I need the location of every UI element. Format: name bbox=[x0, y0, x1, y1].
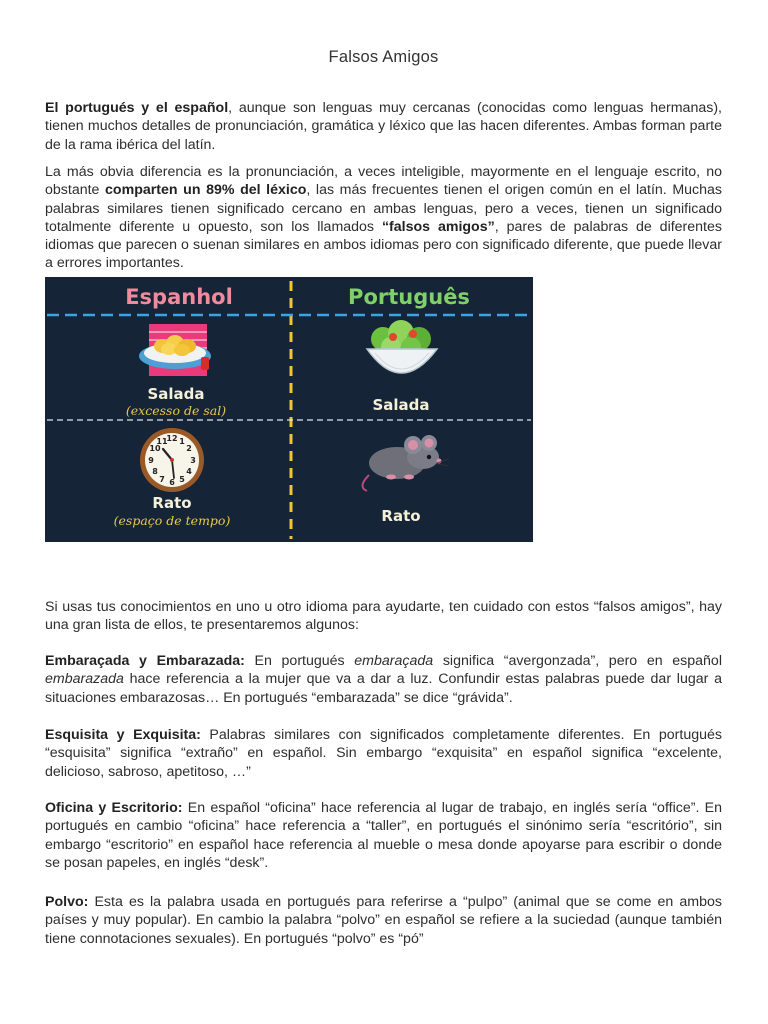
salt-plate-icon bbox=[139, 324, 211, 376]
embarazada-text-1: En portugués bbox=[244, 653, 355, 669]
exquisita-paragraph bbox=[45, 726, 722, 781]
pronunciation-text-2: , las más frecuentes tienen el origen común en el latín. Muchas palabras similares tienen significado cercano en ambas lenguas, pero a veces, tienen un significado totalmente diferente u opuesto, son los llamados bbox=[45, 182, 723, 235]
intro-list-paragraph: Si usas tus conocimientos en uno u otro idioma para ayudarte, ten cuidado con estos “falsos amigos”, hay una gran lista de ellos, te presentaremos algunos: bbox=[45, 599, 722, 634]
polvo-paragraph bbox=[45, 893, 722, 948]
svg-text:2: 2 bbox=[186, 444, 192, 453]
note-time: (espaço de tempo) bbox=[113, 513, 231, 528]
exquisita-text: Palabras similares con significados completamente diferentes. En portugués “esquisita” significa “extraño” en español. Sin embargo “exquisita” en español significa “excelente, delicioso, sabroso, apetitoso, …” bbox=[45, 727, 722, 780]
embarazada-italic: embarazada bbox=[45, 671, 124, 688]
label-rato-es: Rato bbox=[152, 494, 192, 512]
document-title: Falsos Amigos bbox=[328, 48, 439, 66]
label-salada-pt: Salada bbox=[372, 396, 430, 414]
exquisita-term: Esquisita y Exquisita: bbox=[45, 727, 201, 743]
svg-text:12: 12 bbox=[166, 434, 178, 443]
embarazada-paragraph bbox=[45, 652, 722, 707]
label-salada-es: Salada bbox=[147, 385, 205, 403]
svg-text:3: 3 bbox=[190, 456, 196, 465]
svg-text:6: 6 bbox=[169, 478, 175, 487]
label-rato-pt: Rato bbox=[381, 507, 421, 525]
svg-text:4: 4 bbox=[186, 467, 192, 476]
svg-text:7: 7 bbox=[159, 475, 165, 484]
svg-text:1: 1 bbox=[179, 437, 185, 446]
pronunciation-paragraph bbox=[45, 163, 722, 273]
svg-text:8: 8 bbox=[152, 467, 158, 476]
header-portugues: Português bbox=[348, 285, 470, 309]
intro-text: , aunque son lenguas muy cercanas (conocidas como lenguas hermanas), tienen muchos detalles de pronunciación, gramática y léxico que las hacen diferentes. Ambas forman parte de la rama ibérica del latín. bbox=[45, 100, 722, 153]
intro-paragraph bbox=[45, 99, 722, 154]
false-friends-illustration bbox=[45, 277, 533, 542]
polvo-term: Polvo: bbox=[45, 894, 89, 910]
intro-bold: El portugués y el español bbox=[45, 100, 229, 116]
svg-text:10: 10 bbox=[149, 444, 161, 453]
embarazada-text-2: significa “avergonzada”, pero en español bbox=[433, 653, 722, 669]
note-salt: (excesso de sal) bbox=[125, 403, 227, 418]
svg-text:9: 9 bbox=[148, 456, 154, 465]
svg-text:11: 11 bbox=[156, 437, 168, 446]
oficina-text: En español “oficina” hace referencia al lugar de trabajo, en inglés sería “office”. En portugués en cambio “oficina” hace referencia a “taller”, en portugués el sinónimo sería “escritório”, sin embargo “escritorio” en español hace referencia al mueble o mesa donde apoyarse para escribir o donde se posan papeles, en inglés “desk”. bbox=[45, 800, 722, 871]
svg-text:5: 5 bbox=[179, 475, 185, 484]
false-friends-bold: “falsos amigos” bbox=[381, 218, 495, 235]
oficina-term: Oficina y Escritorio: bbox=[45, 800, 183, 816]
pronunciation-text-1: La más obvia diferencia es la pronunciación, a veces inteligible, mayormente en el lenguaje escrito, no obstante bbox=[45, 164, 722, 199]
embarazada-text-3: hace referencia a la mujer que va a dar a luz. Confundir estas palabras puede dar lugar a situaciones embarazosas… En portugués “embarazada” se dice “grávida”. bbox=[45, 671, 722, 706]
oficina-paragraph bbox=[45, 799, 722, 872]
embarazada-term: Embaraçada y Embarazada: bbox=[45, 653, 245, 669]
pronunciation-text-3: , pares de palabras de diferentes idiomas que parecen o suenan similares en ambos idiomas pero con significado diferente, que puede llevar a errores importantes. bbox=[45, 218, 722, 272]
header-espanhol: Espanhol bbox=[125, 285, 233, 309]
clock-icon bbox=[140, 428, 204, 492]
polvo-text: Esta es la palabra usada en portugués para referirse a “pulpo” (animal que se come en ambos países y muy popular). En cambio la palabra “polvo” en español se refiere a la suciedad (aunque también tiene connotaciones sexuales). En portugués “polvo” es “pó” bbox=[45, 894, 722, 947]
lexicon-bold: comparten un 89% del léxico bbox=[105, 182, 307, 199]
embaracada-italic: embaraçada bbox=[354, 653, 434, 669]
